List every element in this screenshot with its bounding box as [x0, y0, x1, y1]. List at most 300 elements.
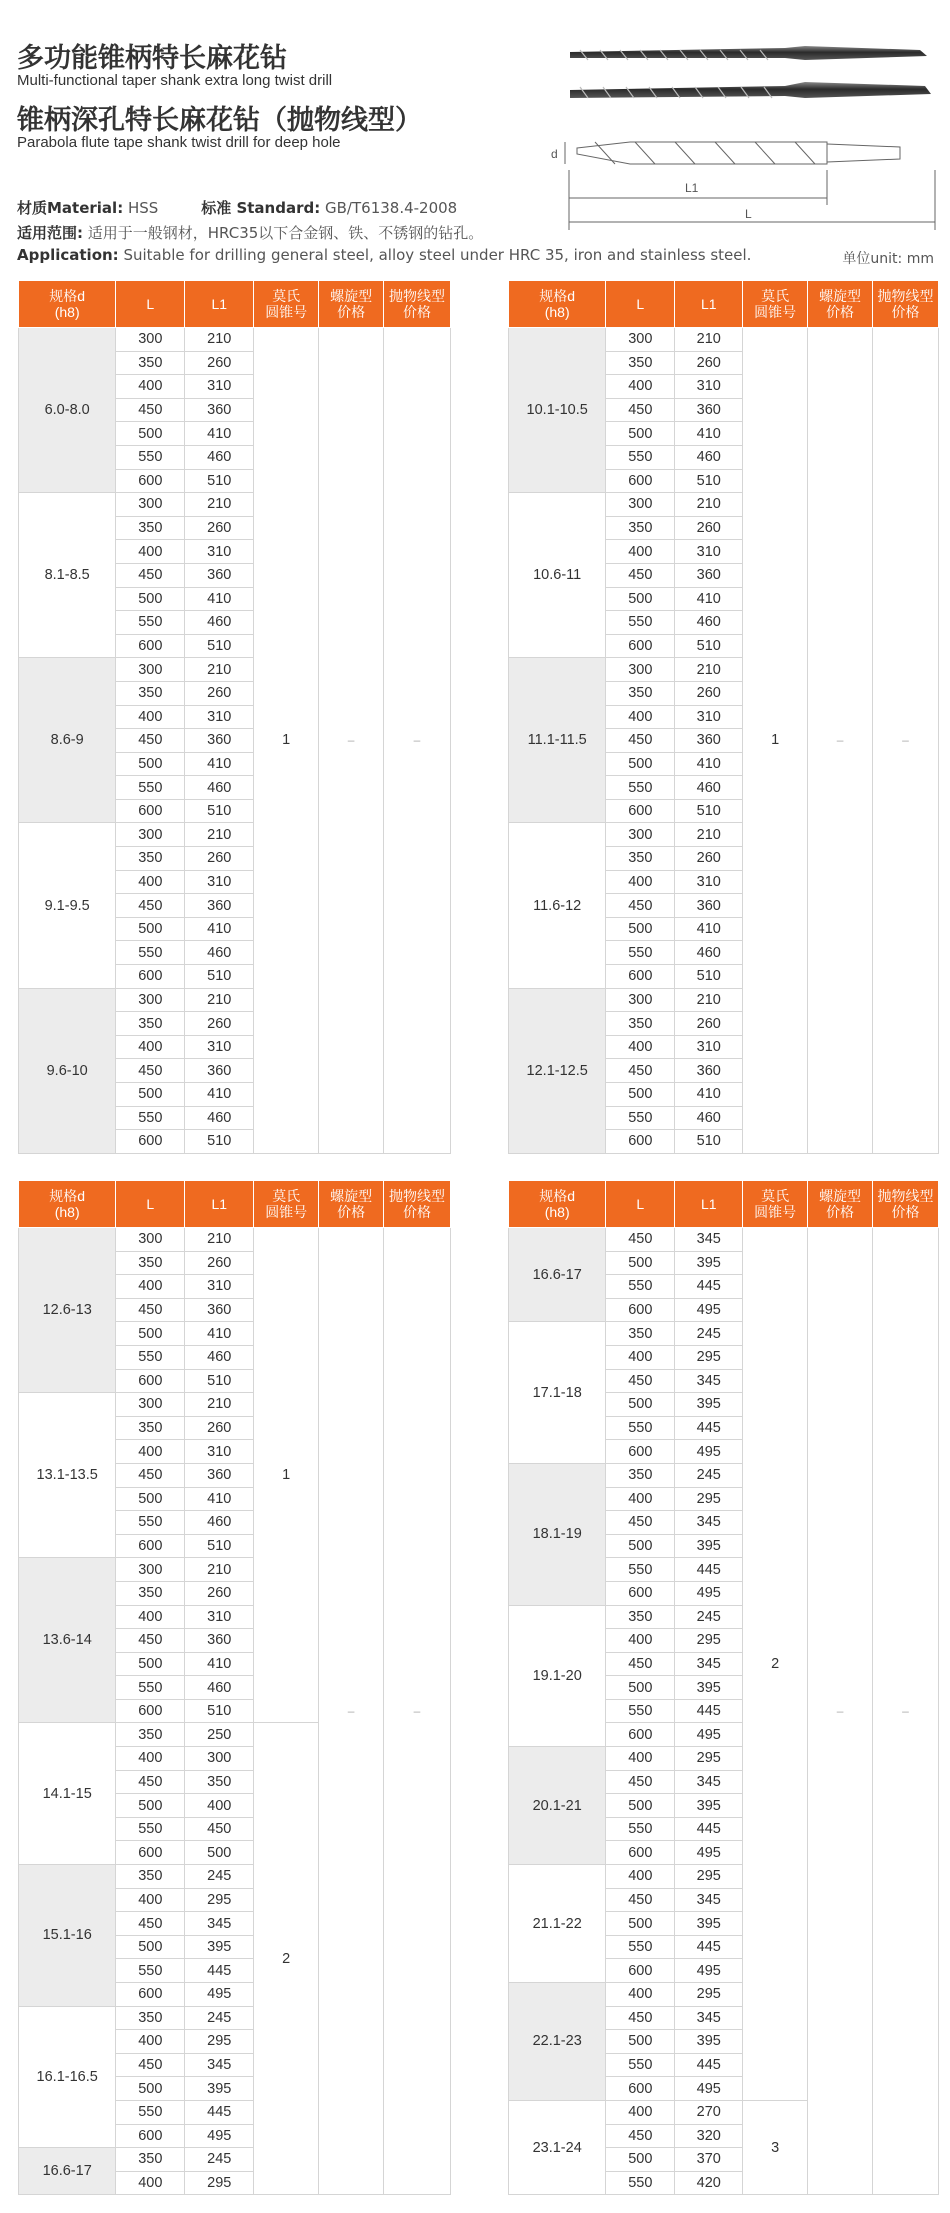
l1-cell: 445 [675, 1416, 743, 1440]
l1-cell: 510 [675, 634, 743, 658]
spec-cell: 19.1-20 [509, 1605, 606, 1747]
spiral-price-header: 螺旋型 价格 [808, 281, 873, 328]
l1-cell: 460 [185, 776, 254, 800]
l1-cell: 210 [675, 493, 743, 517]
l-cell: 450 [116, 1298, 185, 1322]
l1-cell: 510 [675, 1130, 743, 1154]
scope-line [17, 222, 483, 243]
l1-cell: 210 [185, 988, 254, 1012]
l-cell: 450 [116, 1770, 185, 1794]
l1-cell: 495 [675, 2077, 743, 2101]
l1-cell: 460 [185, 1676, 254, 1700]
l1-cell: 460 [185, 611, 254, 635]
l-cell: 600 [606, 1130, 675, 1154]
l-cell: 550 [116, 1106, 185, 1130]
spiral-price-cell: – [808, 1228, 873, 2195]
application-line [17, 246, 751, 264]
l-cell: 350 [116, 847, 185, 871]
l-cell: 450 [116, 894, 185, 918]
l1-cell: 445 [675, 1699, 743, 1723]
table-row [509, 1228, 939, 1252]
spec-cell: 15.1-16 [19, 1865, 116, 2007]
spec-header: 规格d (h8) [19, 1181, 116, 1228]
morse-header: 莫氏 圆锥号 [743, 1181, 808, 1228]
parabola-price-header: 抛物线型 价格 [384, 281, 451, 328]
l-cell: 450 [606, 1652, 675, 1676]
l-cell: 600 [606, 1723, 675, 1747]
l1-cell: 210 [185, 1558, 254, 1582]
subtitle-cn: 锥柄深孔特长麻花钻（抛物线型） [17, 105, 422, 136]
parabola-price-header: 抛物线型 价格 [873, 1181, 939, 1228]
l-cell: 450 [116, 2053, 185, 2077]
l1-cell: 450 [185, 1817, 254, 1841]
l-cell: 400 [116, 2171, 185, 2195]
morse-cell: 2 [743, 1228, 808, 2101]
l-cell: 450 [606, 563, 675, 587]
l-cell: 600 [606, 965, 675, 989]
morse-header: 莫氏 圆锥号 [254, 1181, 319, 1228]
l-cell: 600 [116, 634, 185, 658]
l1-cell: 360 [185, 1629, 254, 1653]
l1-cell: 210 [675, 823, 743, 847]
l1-cell: 295 [675, 1487, 743, 1511]
l-cell: 600 [606, 634, 675, 658]
l1-cell: 510 [185, 634, 254, 658]
l-cell: 350 [116, 1865, 185, 1889]
l1-cell: 360 [675, 894, 743, 918]
l-cell: 500 [116, 1487, 185, 1511]
l-header: L [116, 1181, 185, 1228]
l-cell: 550 [116, 1959, 185, 1983]
l-cell: 550 [606, 2171, 675, 2195]
l1-cell: 245 [185, 1865, 254, 1889]
l-cell: 500 [116, 422, 185, 446]
morse-cell: 3 [743, 2100, 808, 2194]
l1-cell: 210 [185, 328, 254, 352]
l-cell: 350 [116, 1012, 185, 1036]
l-cell: 550 [116, 1817, 185, 1841]
spec-table-3 [18, 1180, 451, 2195]
l-cell: 300 [116, 658, 185, 682]
l-cell: 450 [606, 1888, 675, 1912]
l1-cell: 495 [675, 1298, 743, 1322]
l1-cell: 260 [675, 516, 743, 540]
l1-cell: 360 [675, 398, 743, 422]
l1-cell: 460 [185, 1511, 254, 1535]
standard-label: 标准 Standard: [201, 199, 321, 217]
l1-cell: 495 [675, 1581, 743, 1605]
l-cell: 600 [116, 1841, 185, 1865]
l-cell: 500 [116, 1322, 185, 1346]
l-cell: 400 [606, 870, 675, 894]
l1-cell: 295 [675, 1345, 743, 1369]
spiral-price-cell: – [319, 328, 384, 1154]
l-cell: 500 [116, 2077, 185, 2101]
l-cell: 550 [116, 2100, 185, 2124]
l-cell: 400 [116, 1747, 185, 1771]
l-cell: 400 [606, 1865, 675, 1889]
l-cell: 350 [116, 2148, 185, 2172]
l-cell: 450 [606, 894, 675, 918]
spec-table-2 [508, 280, 939, 1154]
l-cell: 550 [116, 941, 185, 965]
l1-cell: 510 [675, 965, 743, 989]
l1-cell: 495 [185, 2124, 254, 2148]
l1-cell: 510 [675, 469, 743, 493]
l1-cell: 460 [185, 1345, 254, 1369]
l1-cell: 260 [675, 351, 743, 375]
application-label: Application: [17, 246, 119, 264]
l1-cell: 445 [675, 1558, 743, 1582]
l-cell: 600 [116, 1983, 185, 2007]
l1-cell: 395 [185, 2077, 254, 2101]
spiral-price-cell: – [319, 1228, 384, 2195]
l1-cell: 310 [185, 1605, 254, 1629]
l1-cell: 410 [185, 917, 254, 941]
l1-cell: 445 [185, 2100, 254, 2124]
drill-photo-2 [570, 82, 931, 98]
l1-cell: 260 [185, 1416, 254, 1440]
l-cell: 500 [606, 752, 675, 776]
l1-cell: 260 [185, 1251, 254, 1275]
spec-cell: 17.1-18 [509, 1322, 606, 1464]
l-cell: 300 [606, 493, 675, 517]
l-cell: 600 [116, 965, 185, 989]
l-cell: 500 [606, 1393, 675, 1417]
l-cell: 300 [116, 1558, 185, 1582]
l1-header: L1 [675, 1181, 743, 1228]
morse-cell: 2 [254, 1723, 319, 2195]
l-cell: 300 [116, 493, 185, 517]
l-cell: 350 [606, 681, 675, 705]
l1-cell: 495 [185, 1983, 254, 2007]
l1-cell: 410 [185, 752, 254, 776]
l1-cell: 510 [185, 1534, 254, 1558]
l-cell: 600 [606, 1440, 675, 1464]
l1-cell: 295 [185, 1888, 254, 1912]
table-row [509, 328, 939, 352]
spec-header: 规格d (h8) [509, 281, 606, 328]
l1-cell: 310 [185, 1035, 254, 1059]
l-cell: 450 [116, 1629, 185, 1653]
l1-cell: 410 [185, 1083, 254, 1107]
l1-cell: 510 [185, 1699, 254, 1723]
l1-cell: 310 [675, 870, 743, 894]
l-cell: 550 [606, 1935, 675, 1959]
l-cell: 400 [606, 540, 675, 564]
l-cell: 350 [116, 1251, 185, 1275]
l-cell: 350 [116, 351, 185, 375]
l-cell: 600 [116, 2124, 185, 2148]
spec-cell: 23.1-24 [509, 2100, 606, 2194]
l1-cell: 245 [185, 2148, 254, 2172]
l-cell: 350 [606, 351, 675, 375]
l-cell: 550 [606, 1275, 675, 1299]
l1-cell: 210 [675, 988, 743, 1012]
l1-cell: 260 [675, 681, 743, 705]
l-cell: 400 [116, 1605, 185, 1629]
l-cell: 300 [116, 1228, 185, 1252]
spec-cell: 14.1-15 [19, 1723, 116, 1865]
l-cell: 500 [116, 752, 185, 776]
l1-cell: 295 [185, 2030, 254, 2054]
morse-cell: 1 [254, 328, 319, 1154]
l1-cell: 310 [185, 705, 254, 729]
l-cell: 300 [606, 823, 675, 847]
l-cell: 300 [606, 658, 675, 682]
l-cell: 450 [606, 2006, 675, 2030]
standard-value: GB/T6138.4-2008 [325, 199, 458, 217]
l-cell: 600 [116, 469, 185, 493]
l1-cell: 310 [185, 540, 254, 564]
table-row [19, 328, 451, 352]
table-header-row [509, 281, 939, 328]
l1-cell: 395 [675, 1251, 743, 1275]
l-cell: 400 [606, 2100, 675, 2124]
l1-cell: 410 [185, 422, 254, 446]
l-cell: 400 [116, 1035, 185, 1059]
spec-header: 规格d (h8) [509, 1181, 606, 1228]
l1-cell: 410 [675, 587, 743, 611]
l-cell: 350 [116, 516, 185, 540]
l1-cell: 495 [675, 1959, 743, 1983]
material-value: HSS [127, 199, 159, 217]
l-cell: 400 [116, 540, 185, 564]
title-cn: 多功能锥柄特长麻花钻 [17, 43, 287, 74]
l1-cell: 410 [675, 917, 743, 941]
l-cell: 550 [606, 445, 675, 469]
l-cell: 550 [606, 1416, 675, 1440]
l1-cell: 210 [185, 823, 254, 847]
l1-cell: 495 [675, 1723, 743, 1747]
l1-cell: 310 [185, 375, 254, 399]
l-cell: 600 [606, 1959, 675, 1983]
l-cell: 450 [606, 1770, 675, 1794]
l1-cell: 245 [675, 1463, 743, 1487]
l-cell: 600 [116, 1369, 185, 1393]
l-cell: 350 [606, 1322, 675, 1346]
l-cell: 500 [606, 1534, 675, 1558]
l1-cell: 210 [185, 658, 254, 682]
scope-value: 适用于一般钢材，HRC35以下合金钢、铁、不锈钢的钻孔。 [87, 224, 484, 242]
l-cell: 500 [606, 2030, 675, 2054]
l1-cell: 245 [185, 2006, 254, 2030]
l1-cell: 345 [675, 2006, 743, 2030]
l1-cell: 245 [675, 1605, 743, 1629]
l1-cell: 400 [185, 1794, 254, 1818]
l-cell: 600 [116, 799, 185, 823]
l1-cell: 460 [675, 611, 743, 635]
l1-cell: 370 [675, 2148, 743, 2172]
l-cell: 450 [606, 1228, 675, 1252]
l1-cell: 345 [185, 1912, 254, 1936]
l1-cell: 360 [185, 729, 254, 753]
l-cell: 500 [116, 1652, 185, 1676]
spiral-price-header: 螺旋型 价格 [319, 1181, 384, 1228]
l-cell: 550 [116, 776, 185, 800]
l-cell: 550 [606, 1558, 675, 1582]
l-cell: 350 [606, 1605, 675, 1629]
l1-cell: 395 [675, 2030, 743, 2054]
l-cell: 450 [606, 729, 675, 753]
l-cell: 300 [606, 328, 675, 352]
l-cell: 450 [116, 729, 185, 753]
spec-cell: 12.1-12.5 [509, 988, 606, 1153]
l-cell: 600 [606, 799, 675, 823]
l-cell: 550 [116, 1511, 185, 1535]
l1-cell: 345 [675, 1511, 743, 1535]
l-cell: 300 [116, 1393, 185, 1417]
l-cell: 550 [116, 1345, 185, 1369]
l1-cell: 310 [185, 1275, 254, 1299]
l-cell: 350 [606, 516, 675, 540]
l1-cell: 510 [185, 1369, 254, 1393]
l-cell: 400 [116, 1275, 185, 1299]
l-cell: 500 [606, 2148, 675, 2172]
spec-cell: 10.6-11 [509, 493, 606, 658]
l-header: L [606, 1181, 675, 1228]
l-cell: 500 [606, 422, 675, 446]
l1-cell: 410 [185, 1322, 254, 1346]
spec-cell: 22.1-23 [509, 1983, 606, 2101]
l1-cell: 410 [675, 422, 743, 446]
l-cell: 400 [116, 705, 185, 729]
spiral-price-cell: – [808, 328, 873, 1154]
l1-cell: 260 [675, 847, 743, 871]
l-cell: 600 [116, 1130, 185, 1154]
table-header-row [19, 281, 451, 328]
l-cell: 550 [116, 1676, 185, 1700]
l-cell: 600 [606, 1581, 675, 1605]
spec-cell: 18.1-19 [509, 1463, 606, 1605]
spec-cell: 11.6-12 [509, 823, 606, 988]
l-cell: 500 [606, 1083, 675, 1107]
l1-cell: 460 [675, 445, 743, 469]
scope-label: 适用范围: [17, 224, 83, 242]
spec-cell: 13.6-14 [19, 1558, 116, 1723]
application-value: Suitable for drilling general steel, alloy steel under HRC 35, iron and stainless steel. [123, 246, 752, 264]
l1-cell: 460 [185, 941, 254, 965]
l1-cell: 345 [185, 2053, 254, 2077]
subtitle-en: Parabola flute tape shank twist drill for deep hole [17, 134, 341, 151]
l-cell: 400 [606, 1345, 675, 1369]
l1-cell: 260 [185, 847, 254, 871]
spiral-price-header: 螺旋型 价格 [808, 1181, 873, 1228]
l-cell: 450 [116, 398, 185, 422]
l1-cell: 445 [675, 1275, 743, 1299]
l-cell: 500 [116, 917, 185, 941]
l1-cell: 295 [675, 1983, 743, 2007]
l-cell: 350 [606, 1012, 675, 1036]
spec-cell: 20.1-21 [509, 1747, 606, 1865]
l1-cell: 410 [675, 1083, 743, 1107]
l1-cell: 395 [675, 1676, 743, 1700]
l1-cell: 360 [675, 1059, 743, 1083]
l-cell: 300 [116, 988, 185, 1012]
spec-cell: 8.6-9 [19, 658, 116, 823]
parabola-price-header: 抛物线型 价格 [384, 1181, 451, 1228]
l-cell: 350 [606, 1463, 675, 1487]
l-cell: 400 [116, 375, 185, 399]
l1-cell: 410 [675, 752, 743, 776]
l1-cell: 460 [185, 1106, 254, 1130]
l-cell: 450 [606, 1059, 675, 1083]
l-cell: 400 [606, 375, 675, 399]
l-cell: 550 [116, 611, 185, 635]
l-cell: 500 [606, 587, 675, 611]
parabola-price-cell: – [873, 328, 939, 1154]
parabola-price-cell: – [384, 1228, 451, 2195]
spec-header: 规格d (h8) [19, 281, 116, 328]
l1-cell: 345 [675, 1369, 743, 1393]
l-cell: 300 [116, 328, 185, 352]
diagram-label-l1: L1 [685, 181, 699, 195]
l-cell: 550 [606, 1106, 675, 1130]
l1-cell: 210 [185, 493, 254, 517]
spec-cell: 16.6-17 [19, 2148, 116, 2195]
l1-cell: 345 [675, 1770, 743, 1794]
l1-cell: 410 [185, 587, 254, 611]
l1-cell: 260 [185, 1581, 254, 1605]
l-cell: 300 [606, 988, 675, 1012]
l-cell: 350 [116, 1416, 185, 1440]
l1-cell: 460 [675, 941, 743, 965]
l1-cell: 510 [185, 469, 254, 493]
l-cell: 500 [606, 1676, 675, 1700]
drill-illustration [535, 30, 940, 230]
l1-header: L1 [675, 281, 743, 328]
l1-cell: 360 [675, 563, 743, 587]
l-cell: 400 [606, 1487, 675, 1511]
l1-cell: 460 [185, 445, 254, 469]
l-cell: 400 [606, 1629, 675, 1653]
l-cell: 600 [606, 469, 675, 493]
spiral-price-header: 螺旋型 价格 [319, 281, 384, 328]
l1-cell: 295 [675, 1747, 743, 1771]
l-cell: 350 [116, 2006, 185, 2030]
l-cell: 550 [606, 2053, 675, 2077]
l-cell: 450 [606, 2124, 675, 2148]
l1-cell: 310 [675, 1035, 743, 1059]
l1-cell: 510 [185, 799, 254, 823]
l1-cell: 410 [185, 1487, 254, 1511]
l-cell: 350 [116, 681, 185, 705]
l-cell: 450 [116, 563, 185, 587]
l1-cell: 310 [675, 540, 743, 564]
table-header-row [19, 1181, 451, 1228]
parabola-price-cell: – [873, 1228, 939, 2195]
l1-cell: 445 [675, 2053, 743, 2077]
morse-cell: 1 [254, 1228, 319, 1723]
l1-cell: 320 [675, 2124, 743, 2148]
diagram-label-d: d [551, 147, 558, 161]
l1-cell: 360 [185, 1059, 254, 1083]
l-cell: 550 [606, 941, 675, 965]
l1-cell: 445 [675, 1817, 743, 1841]
morse-header: 莫氏 圆锥号 [743, 281, 808, 328]
l1-cell: 445 [675, 1935, 743, 1959]
l1-cell: 260 [185, 351, 254, 375]
spec-cell: 9.6-10 [19, 988, 116, 1153]
l1-cell: 445 [185, 1959, 254, 1983]
l1-cell: 460 [675, 1106, 743, 1130]
morse-cell: 1 [743, 328, 808, 1154]
l1-cell: 310 [675, 375, 743, 399]
l1-cell: 360 [185, 563, 254, 587]
l1-cell: 310 [185, 1440, 254, 1464]
l1-cell: 395 [675, 1912, 743, 1936]
l-cell: 600 [606, 1298, 675, 1322]
